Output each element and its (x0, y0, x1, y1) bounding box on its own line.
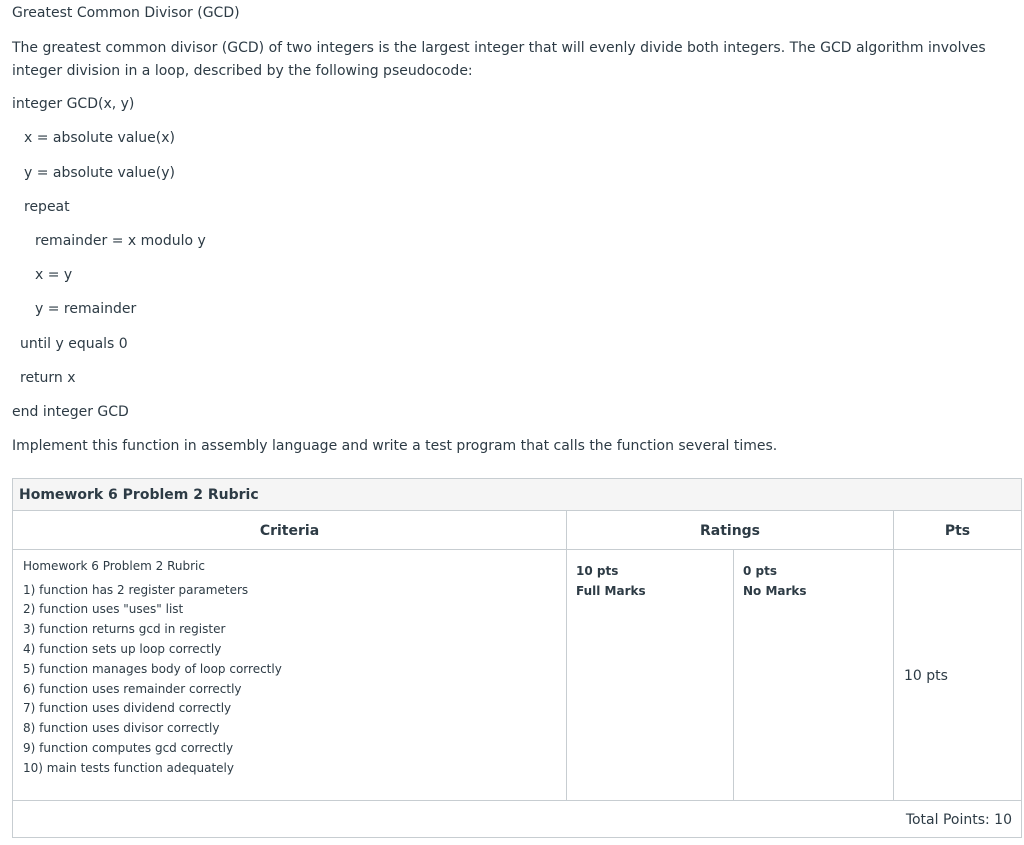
criteria-item-10: 10) main tests function adequately (23, 761, 234, 775)
pseudocode-line-5: remainder = x modulo y (35, 233, 206, 249)
criteria-item-3: 3) function returns gcd in register (23, 622, 226, 636)
criteria-item-9: 9) function computes gcd correctly (23, 741, 234, 755)
rubric-column-divider-pts (893, 511, 894, 801)
pts-header: Pts (944, 523, 971, 539)
assignment-intro: The greatest common divisor (GCD) of two integers is the largest integer that will evenly divide both integers. The GCD algorithm involves integer division in a loop, described by the following pseudocode: (12, 40, 986, 79)
pseudocode-line-10: end integer GCD (12, 404, 129, 420)
rubric-footer-divider (13, 800, 1021, 801)
criteria-item-7: 7) function uses dividend correctly (23, 701, 232, 715)
pseudocode-line-9: return x (20, 370, 76, 386)
criteria-item-1: 1) function has 2 register parameters (23, 583, 249, 597)
pseudocode-line-3: y = absolute value(y) (24, 165, 176, 181)
rubric-header (13, 479, 1021, 511)
ratings-header: Ratings (699, 523, 761, 539)
rating-none-points: 0 pts (743, 564, 777, 578)
rating-full-label: Full Marks (576, 584, 646, 598)
assignment-title: Greatest Common Divisor (GCD) (12, 5, 240, 21)
rating-full-points: 10 pts (576, 564, 619, 578)
criteria-header: Criteria (259, 523, 320, 539)
criteria-item-4: 4) function sets up loop correctly (23, 642, 222, 656)
criterion-points: 10 pts (904, 668, 948, 684)
rubric-rating-divider (733, 549, 734, 801)
rubric-title: Homework 6 Problem 2 Rubric (19, 487, 259, 503)
rubric-column-divider-criteria (566, 511, 567, 801)
criteria-item-5: 5) function manages body of loop correctly (23, 662, 282, 676)
criteria-item-6: 6) function uses remainder correctly (23, 682, 242, 696)
criteria-description: Homework 6 Problem 2 Rubric (23, 559, 205, 573)
pseudocode-line-2: x = absolute value(x) (24, 130, 176, 146)
rubric (12, 478, 1022, 838)
assignment-instructions: Implement this function in assembly language and write a test program that calls the function several times. (12, 438, 778, 454)
pseudocode-line-4: repeat (24, 199, 70, 215)
total-points: Total Points: 10 (905, 812, 1012, 828)
criteria-item-2: 2) function uses "uses" list (23, 602, 184, 616)
pseudocode-line-6: x = y (35, 267, 73, 283)
rating-none-label: No Marks (743, 584, 807, 598)
pseudocode-line-1: integer GCD(x, y) (12, 96, 135, 112)
pseudocode-line-7: y = remainder (35, 301, 137, 317)
pseudocode-line-8: until y equals 0 (20, 336, 128, 352)
rubric-header-divider (13, 549, 1021, 550)
criteria-item-8: 8) function uses divisor correctly (23, 721, 220, 735)
